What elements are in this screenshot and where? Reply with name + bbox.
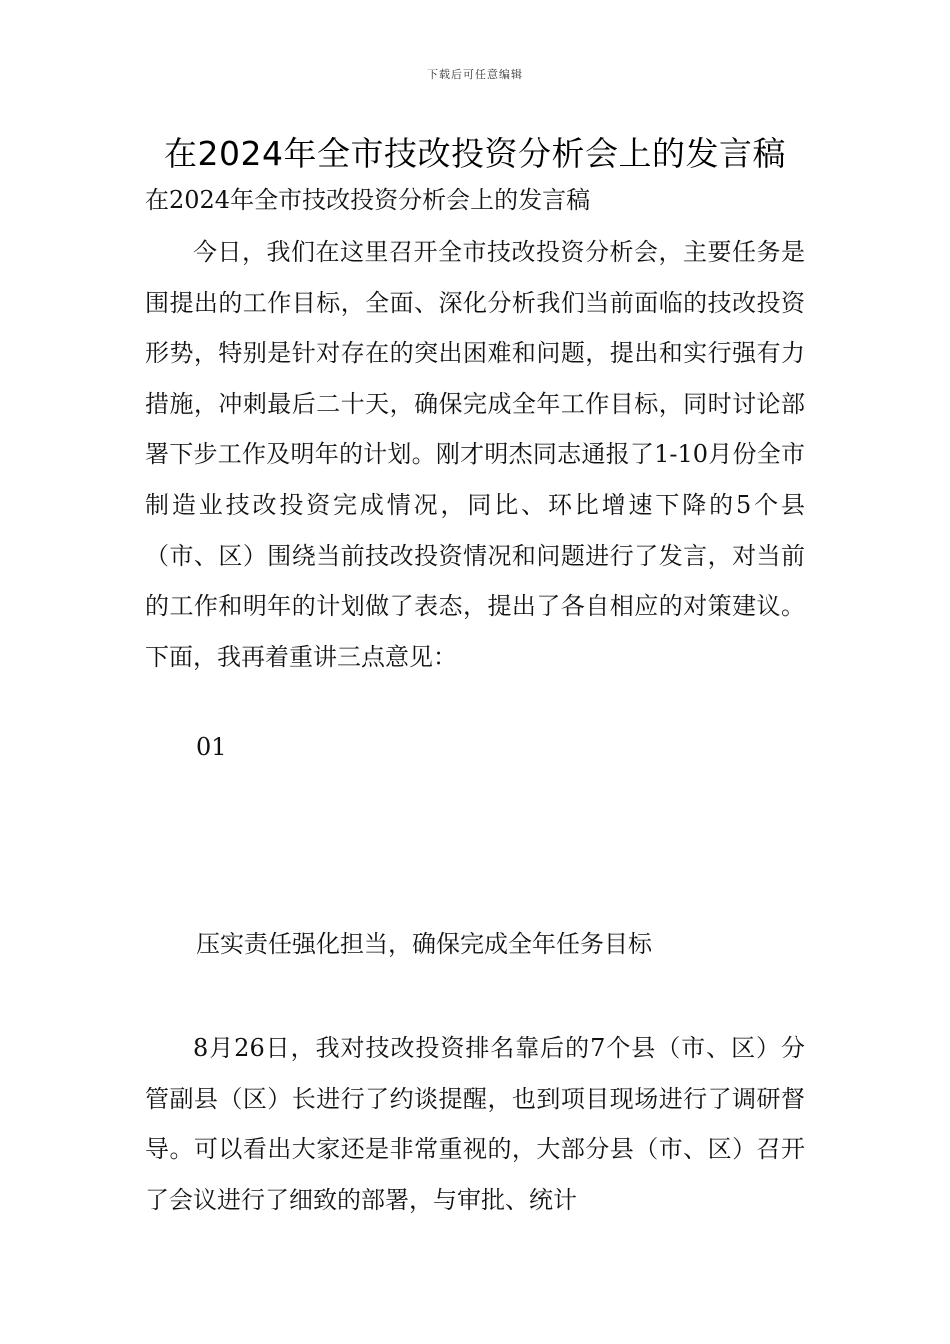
- section-heading: 压实责任强化担当，确保完成全年任务目标: [196, 930, 652, 958]
- section-number: 01: [196, 733, 227, 761]
- document-subtitle: 在2024年全市技改投资分析会上的发言稿: [145, 186, 591, 214]
- header-note: 下载后可任意编辑: [427, 68, 523, 81]
- document-title: 在2024年全市技改投资分析会上的发言稿: [164, 134, 786, 173]
- body-paragraph: 8月26日，我对技改投资排名靠后的7个县（市、区）分管副县（区）长进行了约谈提醒，也到项目现场进行了调研督导。可以看出大家还是非常重视的，大部分县（市、区）召开了会议进行了细致的部署，与审批、统计: [145, 1034, 805, 1214]
- intro-paragraph: 今日，我们在这里召开全市技改投资分析会，主要任务是围提出的工作目标，全面、深化分析我们当前面临的技改投资形势，特别是针对存在的突出困难和问题，提出和实行强有力措施，冲刺最后二十天，确保完成全年工作目标，同时讨论部署下步工作及明年的计划。刚才明杰同志通报了1-10月份全市制造业技改投资完成情况，同比、环比增速下降的5个县（市、区）围绕当前技改投资情况和问题进行了发言，对当前的工作和明年的计划做了表态，提出了各自相应的对策建议。下面，我再着重讲三点意见：: [145, 238, 805, 671]
